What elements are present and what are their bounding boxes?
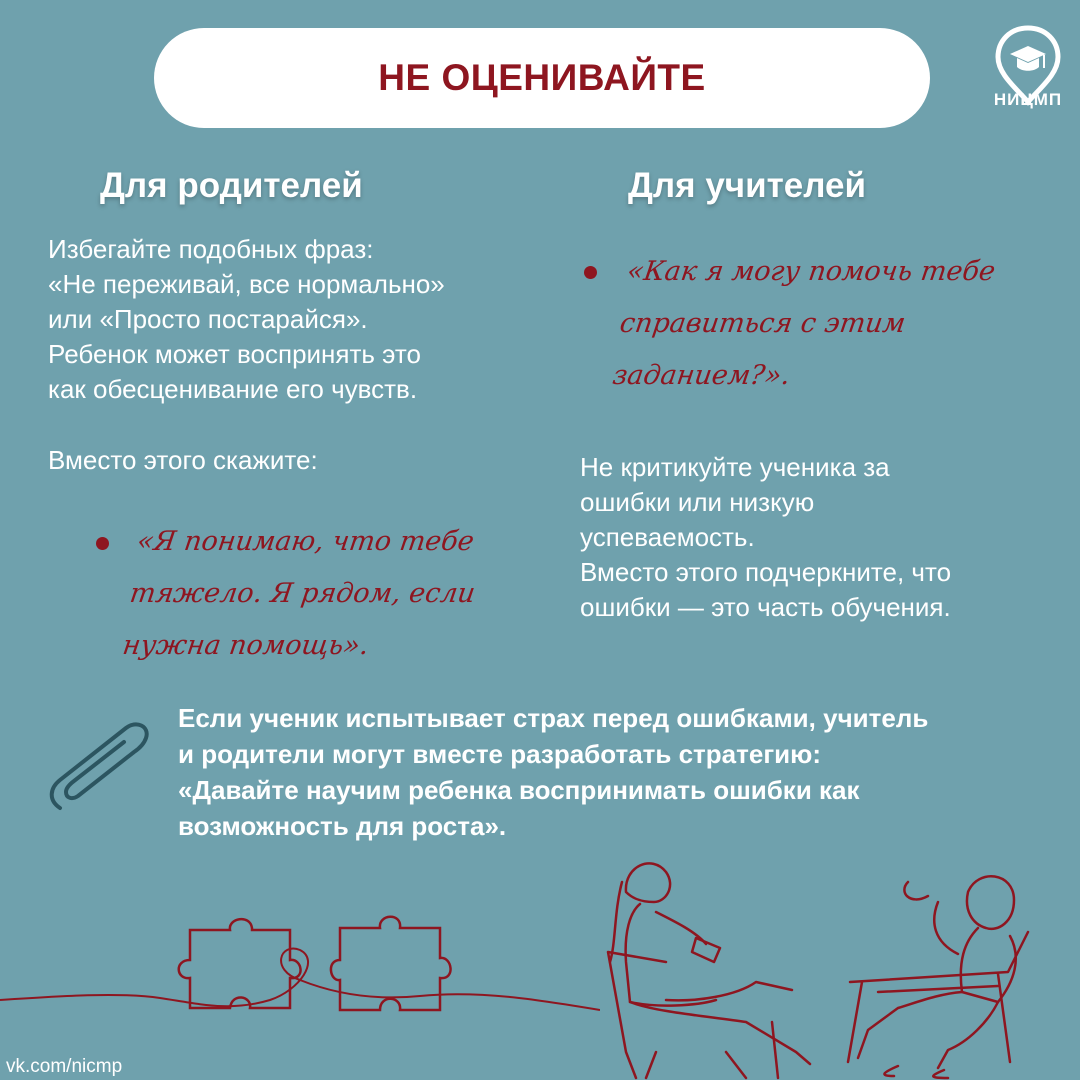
- text-line: Ребенок может воспринять это: [48, 339, 421, 369]
- text-line: Вместо этого подчеркните, что: [580, 557, 952, 587]
- text-line: успеваемость.: [580, 522, 755, 552]
- paperclip-icon: [40, 712, 160, 822]
- parents-avoid-text: [48, 232, 445, 407]
- text-line: «Не переживай, все нормально»: [48, 269, 445, 299]
- parents-heading: Для родителей: [100, 166, 363, 205]
- quote-line: тяжело. Я рядом, если: [127, 578, 478, 609]
- note-line: Если ученик испытывает страх перед ошибками, учитель: [178, 703, 929, 733]
- bottom-note: [178, 700, 928, 844]
- note-line: и родители могут вместе разработать стратегию:: [178, 739, 821, 769]
- teachers-heading: Для учителей: [628, 166, 866, 205]
- logo-text: НИЦМП: [993, 90, 1063, 109]
- teachers-advice-text: [580, 450, 951, 625]
- text-line: Избегайте подобных фраз:: [48, 234, 374, 264]
- text-line: ошибки — это часть обучения.: [580, 592, 951, 622]
- bullet-dot: [584, 266, 597, 279]
- text-line: как обесценивание его чувств.: [48, 374, 418, 404]
- note-line: возможность для роста».: [178, 811, 507, 841]
- footer-link[interactable]: vk.com/nicmp: [6, 1056, 123, 1077]
- parents-quote: [119, 516, 486, 672]
- quote-line: «Как я могу помочь тебе: [625, 256, 998, 287]
- client-illustration: [838, 862, 1038, 1080]
- quote-line: «Я понимаю, что тебе: [135, 526, 476, 557]
- teachers-quote: [609, 246, 999, 402]
- text-line: ошибки или низкую: [580, 487, 815, 517]
- quote-line: заданием?».: [610, 360, 793, 391]
- puzzle-pieces-illustration: [0, 900, 600, 1040]
- bullet-dot: [96, 537, 109, 550]
- text-line: Не критикуйте ученика за: [580, 452, 890, 482]
- page-title: НЕ ОЦЕНИВАЙТЕ: [378, 57, 706, 98]
- title-banner: [154, 28, 930, 128]
- therapist-illustration: [596, 852, 826, 1080]
- parents-instead-text: Вместо этого скажите:: [48, 445, 318, 475]
- text-line: или «Просто постарайся».: [48, 304, 368, 334]
- quote-line: справиться с этим: [617, 308, 908, 339]
- note-line: «Давайте научим ребенка воспринимать ошибки как: [178, 775, 860, 805]
- quote-line: нужна помощь».: [120, 630, 371, 661]
